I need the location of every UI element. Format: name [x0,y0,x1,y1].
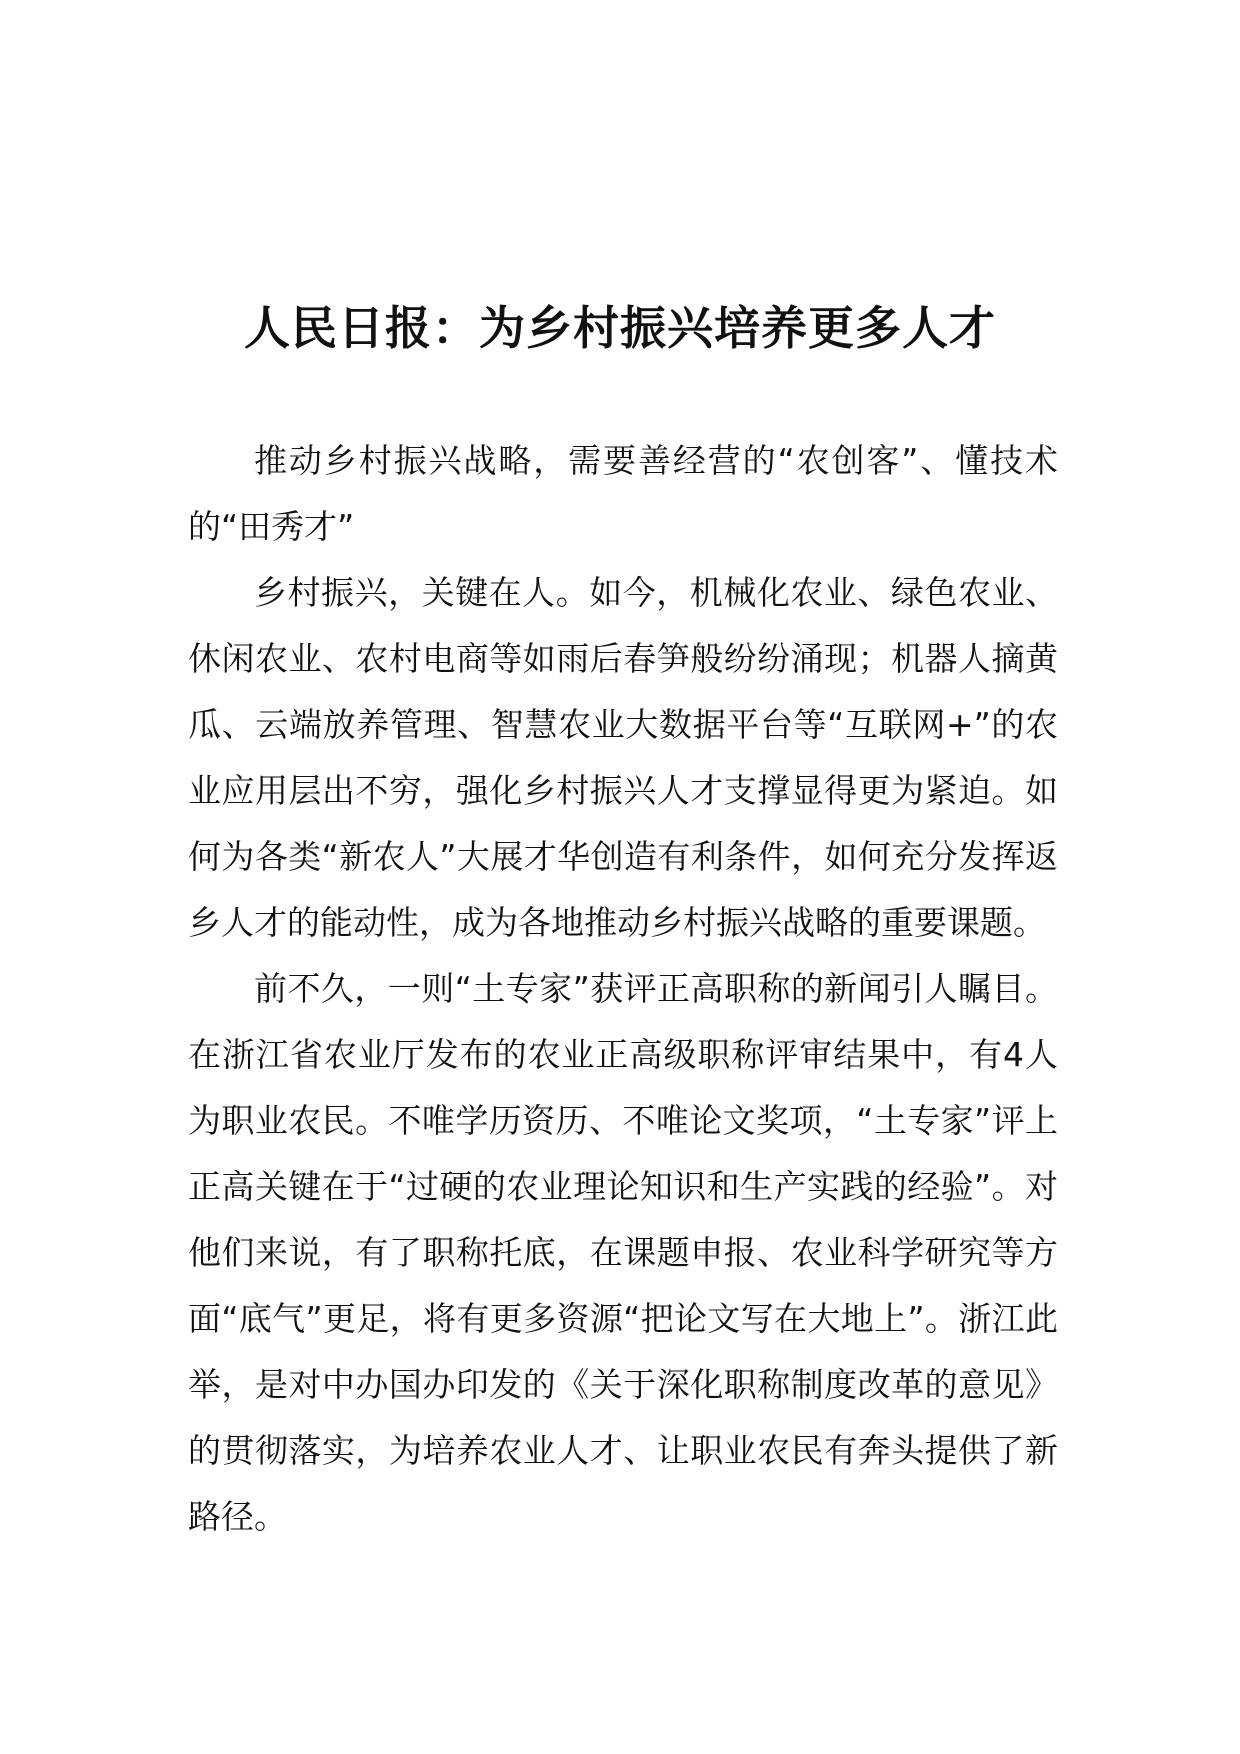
document-title: 人民日报：为乡村振兴培养更多人才 [244,301,996,355]
document-body [188,428,1058,1550]
paragraph-1: 乡村振兴，关键在人。如今，机械化农业、绿色农业、休闲农业、农村电商等如雨后春笋般纷纷涌现；机器人摘黄瓜、云端放养管理、智慧农业大数据平台等“互联网+”的农业应用层出不穷，强化乡村振兴人才支撑显得更为紧迫。如何为各类“新农人”大展才华创造有利条件，如何充分发挥返乡人才的能动性，成为各地推动乡村振兴战略的重要课题。 [188,573,1058,942]
paragraph-subtitle: 推动乡村振兴战略，需要善经营的“农创客”、懂技术的“田秀才” [188,441,1058,546]
paragraph-2: 前不久，一则“土专家”获评正高职称的新闻引人瞩目。在浙江省农业厅发布的农业正高级职称评审结果中，有4人为职业农民。不唯学历资历、不唯论文奖项，“土专家”评上正高关键在于“过硬的农业理论知识和生产实践的经验”。对他们来说，有了职称托底，在课题申报、农业科学研究等方面“底气”更足，将有更多资源“把论文写在大地上”。浙江此举，是对中办国办印发的《关于深化职称制度改革的意见》的贯彻落实，为培养农业人才、让职业农民有奔头提供了新路径。 [188,969,1058,1536]
